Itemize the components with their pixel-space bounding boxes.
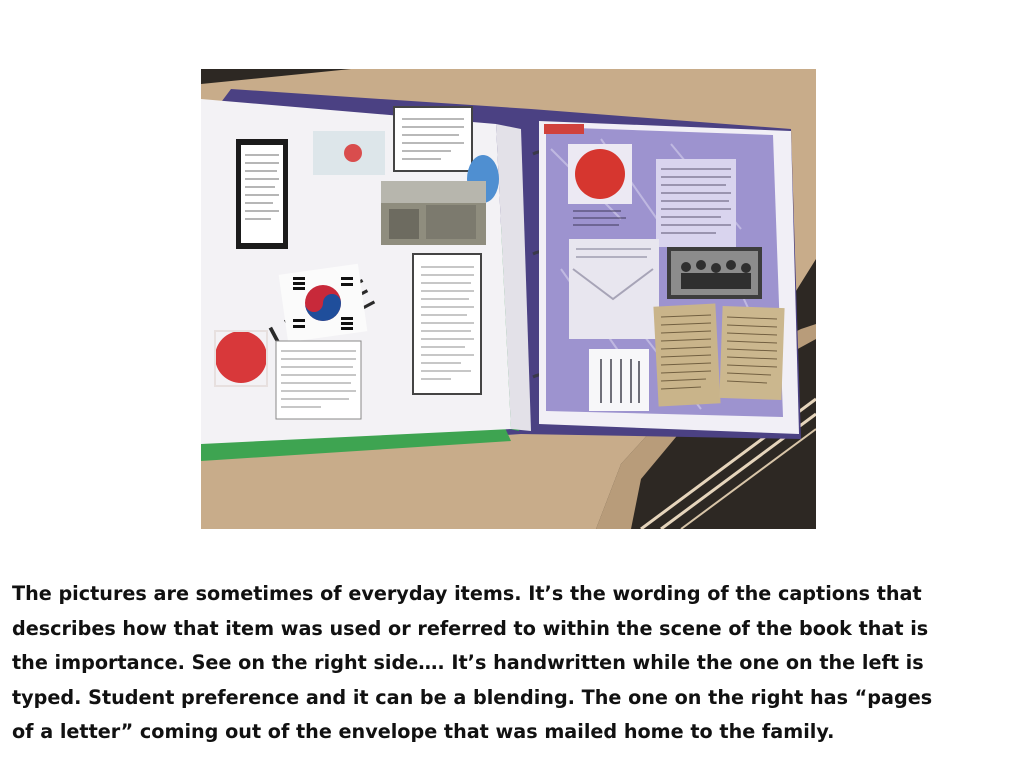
- right-text-block: [656, 159, 736, 247]
- right-page-tab: [544, 124, 584, 134]
- street-photo-sky: [381, 181, 486, 203]
- small-flag-circle: [344, 144, 362, 162]
- red-ball-left: [215, 331, 267, 383]
- caption-line-5: of a letter” coming out of the envelope that was mailed home to the family.: [12, 720, 835, 744]
- black-caption-inner: [241, 145, 283, 243]
- red-ball-right: [575, 149, 625, 199]
- slide-caption: [12, 577, 1014, 750]
- envelope: [569, 239, 659, 339]
- photo-illustration: [201, 69, 816, 529]
- caption-line-3: the importance. See on the right side…. It’s handwritten while the one on the left is: [12, 651, 924, 675]
- top-caption-box: [394, 107, 472, 171]
- street-photo-building: [389, 209, 419, 239]
- caption-line-4: typed. Student preference and it can be a blending. The one on the right has “pages: [12, 685, 933, 709]
- photo: [201, 69, 816, 529]
- caption-line-1: The pictures are sometimes of everyday items. It’s the wording of the captions that: [12, 582, 922, 605]
- caption-line-2: describes how that item was used or referred to within the scene of the book that is: [12, 616, 929, 640]
- cutout-letters: U: [262, 310, 308, 363]
- letter-page-2: [719, 306, 784, 400]
- street-photo-building2: [426, 205, 476, 239]
